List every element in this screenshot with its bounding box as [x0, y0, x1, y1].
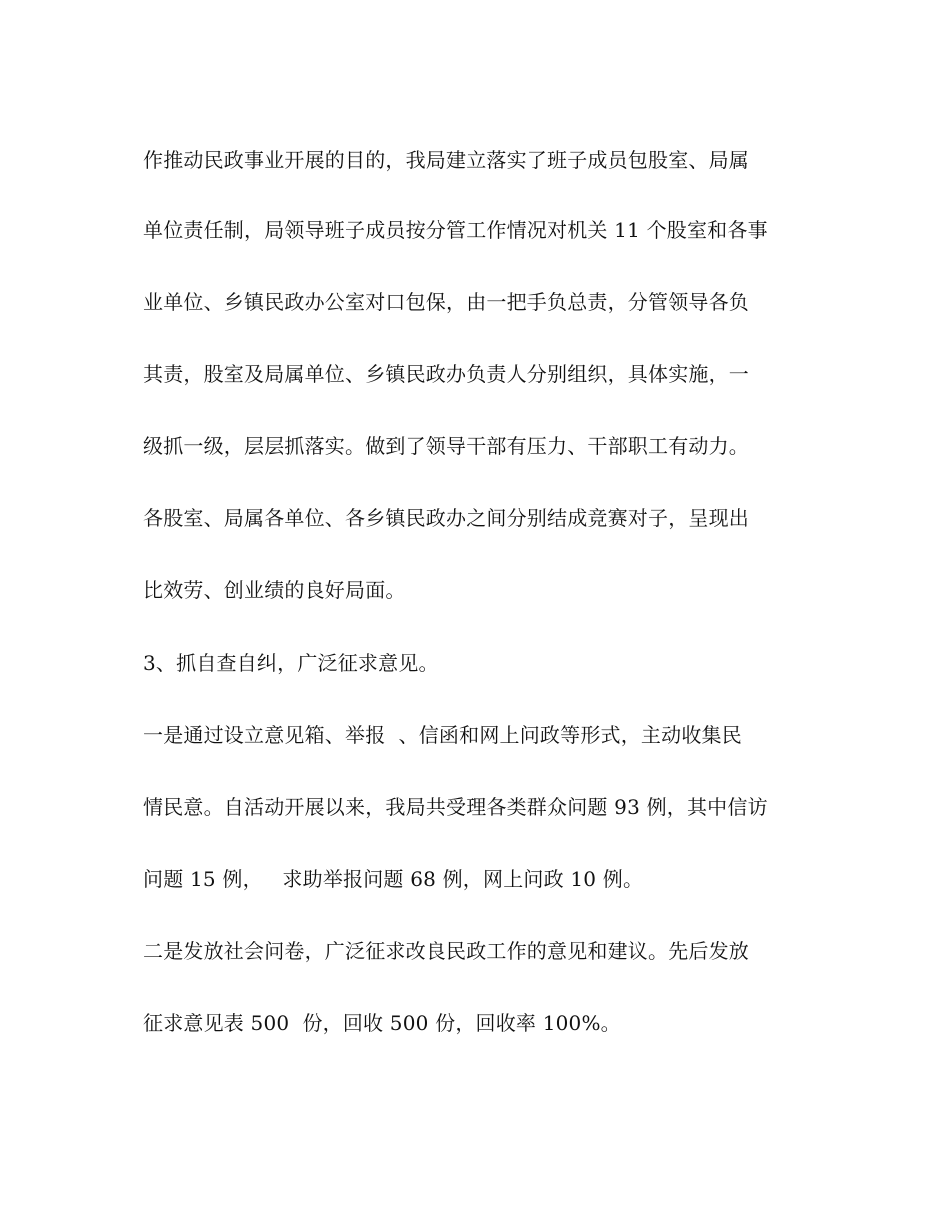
section-heading: 3、抓自查自纠，广泛征求意见。	[143, 651, 439, 675]
body-text-line: 作推动民政事业开展的目的，我局建立落实了班子成员包股室、局属	[143, 148, 749, 172]
body-text-line: 业单位、乡镇民政办公室对口包保，由一把手负总责，分管领导各负	[143, 290, 749, 314]
body-text-line: 问题 15 例， 求助举报问题 68 例，网上问政 10 例。	[143, 867, 644, 891]
body-text-line: 二是发放社会问卷，广泛征求改良民政工作的意见和建议。先后发放	[143, 939, 749, 963]
body-text-line: 一是通过设立意见箱、举报 、信函和网上问政等形式，主动收集民	[143, 723, 742, 747]
body-text-line: 比效劳、创业绩的良好局面。	[143, 578, 406, 602]
body-text-line: 级抓一级，层层抓落实。做到了领导干部有压力、干部职工有动力。	[143, 434, 749, 458]
body-text-line: 情民意。自活动开展以来，我局共受理各类群众问题 93 例，其中信访	[143, 795, 768, 819]
body-text-line: 征求意见表 500 份，回收 500 份，回收率 100%。	[143, 1011, 621, 1035]
body-text-line: 各股室、局属各单位、各乡镇民政办之间分别结成竞赛对子，呈现出	[143, 506, 749, 530]
body-text-line: 单位责任制，局领导班子成员按分管工作情况对机关 11 个股室和各事	[143, 218, 768, 242]
body-text-line: 其责，股室及局属单位、乡镇民政办负责人分别组织，具体实施，一	[143, 362, 749, 386]
